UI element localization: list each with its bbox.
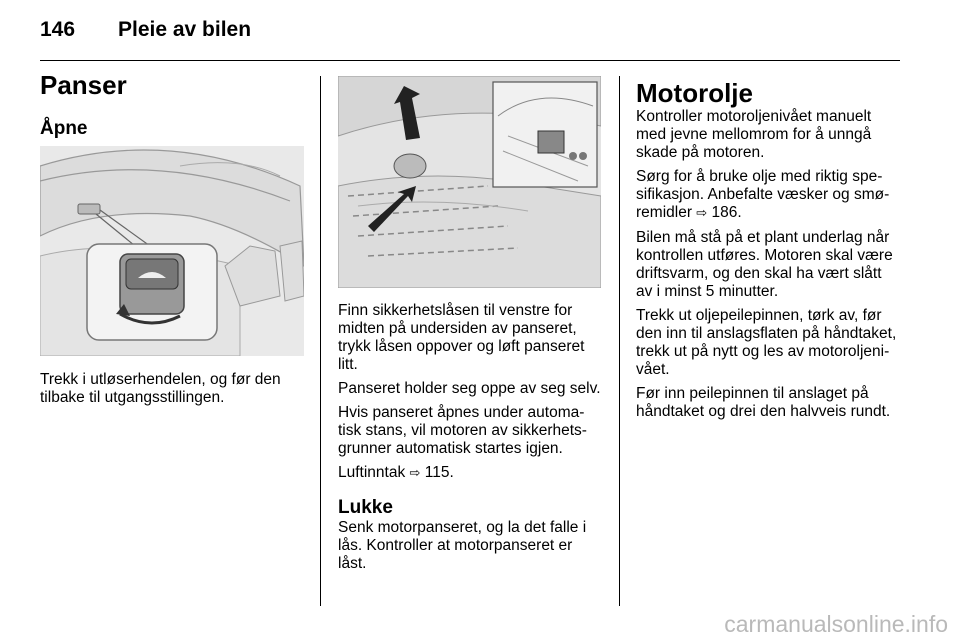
watermark: carmanualsonline.info: [724, 611, 948, 637]
header-rule: [40, 60, 900, 61]
paragraph: Hvis panseret åpnes under automa‐tisk stans, vil motoren av sikkerhets‐grunner automatisk startes igjen.: [338, 404, 587, 457]
paragraph: Trekk ut oljepeilepinnen, tørk av, før den inn til anslagsflaten på håndtaket, trekk ut på nytt og les av motoroljeni‐vået.: [636, 307, 897, 378]
paragraph: Finn sikkerhetslåsen til venstre for midten på undersiden av panseret, trykk låsen oppover og løft panseret litt.: [338, 302, 585, 373]
column-3: [636, 78, 902, 427]
arrow-reference-icon: ⇨: [696, 206, 708, 221]
page-number: 146: [40, 18, 76, 41]
paragraph: Senk motorpanseret, og la det falle i lås. Kontroller at motorpanseret er låst.: [338, 519, 587, 572]
page-header: [40, 18, 900, 48]
column-2: [338, 302, 602, 579]
paragraph: Kontroller motoroljenivået manuelt med jevne mellomrom for å unngå skade på motoren.: [636, 108, 872, 161]
subsection-title: Åpne: [40, 118, 88, 139]
section-title: Motorolje: [636, 78, 753, 108]
paragraph-with-reference: [636, 168, 902, 223]
arrow-reference-icon: ⇨: [409, 466, 421, 481]
reference-text: Sørg for å bruke olje med riktig spe‐sifikasjon. Anbefalte væsker og smø‐remidler: [636, 168, 890, 221]
paragraph: Før inn peilepinnen til anslaget på håndtaket og drei den halvveis rundt.: [636, 385, 891, 420]
paragraph-with-reference: [338, 464, 602, 483]
page-title: Pleie av bilen: [118, 18, 252, 41]
paragraph: Bilen må stå på et plant underlag når kontrollen utføres. Motoren skal være driftsvarm, og den skal ha vært slått av i minst 5 minutter.: [636, 229, 893, 300]
column-1-caption: [40, 371, 304, 413]
page-reference[interactable]: 115.: [424, 464, 454, 481]
caption-paragraph: Trekk i utløserhendelen, og før den tilbake til utgangsstillingen.: [40, 371, 281, 406]
paragraph: Panseret holder seg oppe av seg selv.: [338, 380, 601, 397]
reference-text: Luftinntak: [338, 464, 406, 481]
column-divider: [320, 76, 321, 606]
page-reference[interactable]: 186.: [711, 204, 742, 221]
subsection-title: Lukke: [338, 497, 393, 518]
hood-release-lever-figure: [40, 146, 304, 356]
column-1: [40, 70, 304, 140]
hood-safety-catch-figure: [338, 76, 601, 288]
column-divider: [619, 76, 620, 606]
section-title: Panser: [40, 70, 127, 100]
